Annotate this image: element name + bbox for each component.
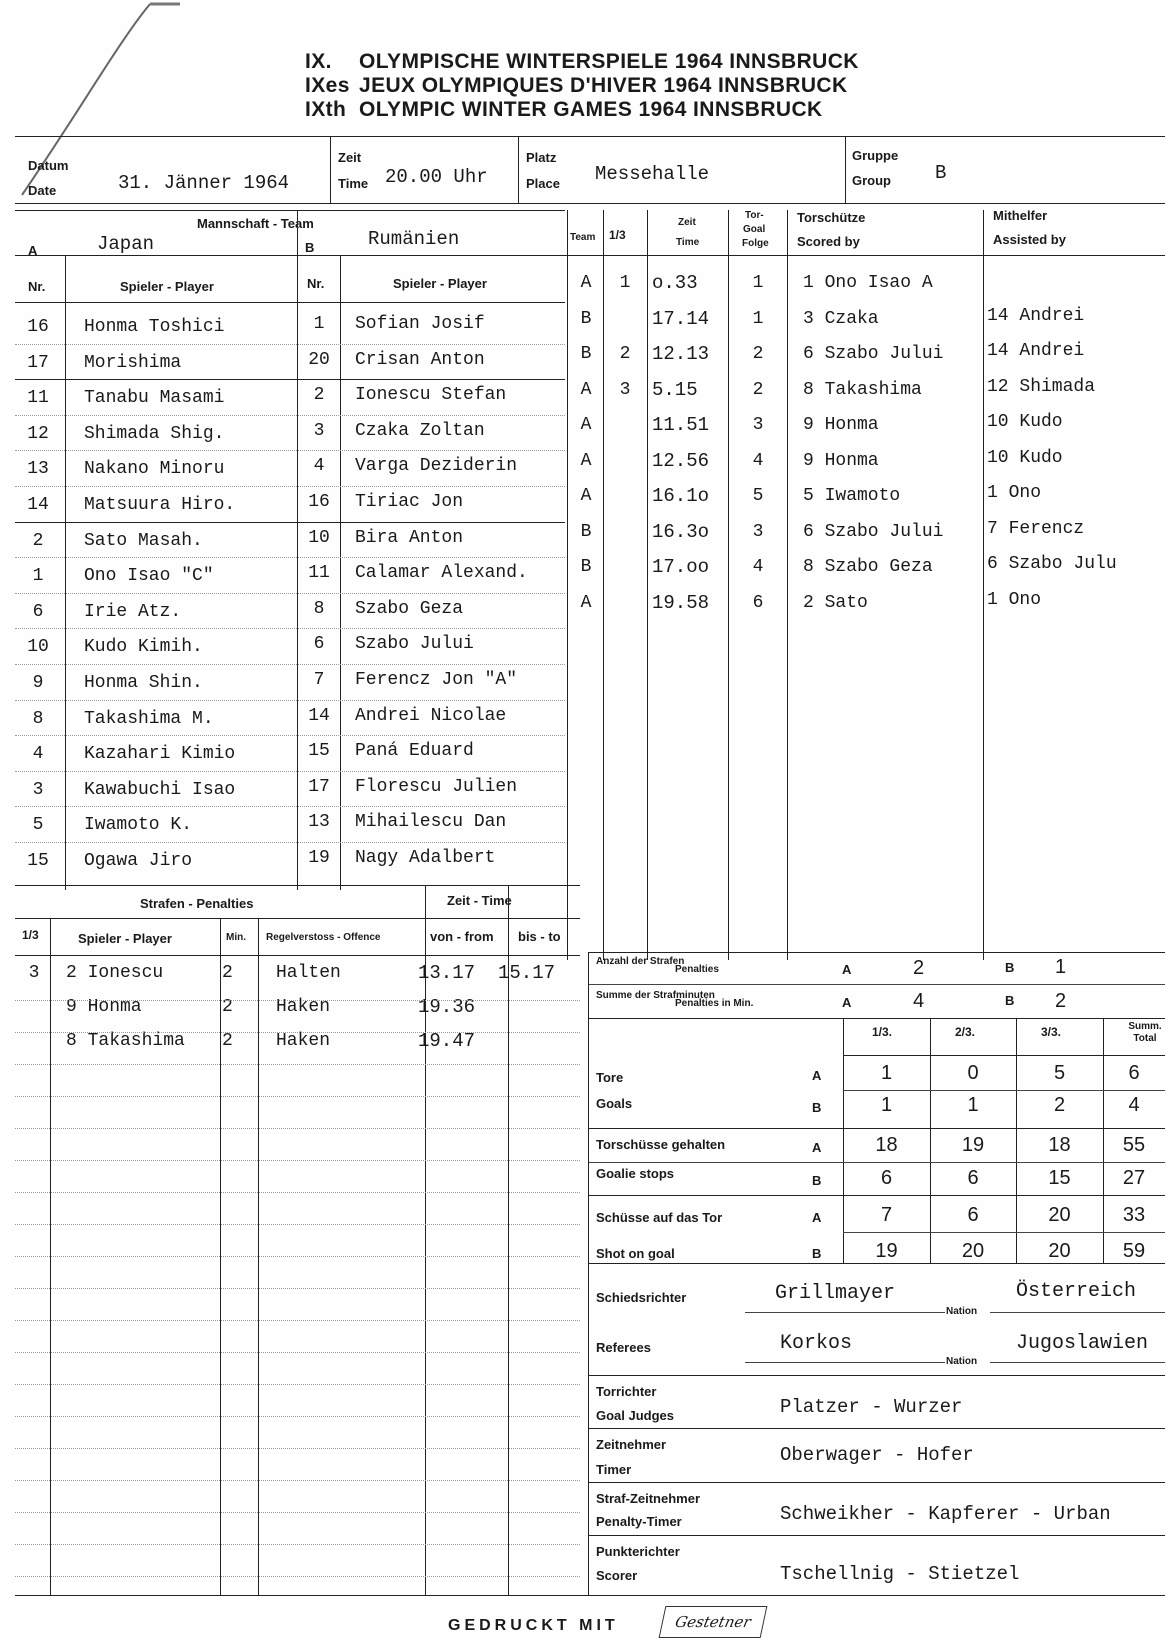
match-time: 20.00 Uhr	[385, 166, 488, 188]
torschuetze-label: Torschütze	[797, 210, 866, 225]
roster-b-number: 4	[313, 456, 325, 477]
goal-assist: 1 Ono	[987, 589, 1042, 610]
stats-divider	[843, 1090, 1165, 1091]
pen-player-label: Spieler - Player	[78, 931, 172, 946]
roster-a-name: Kawabuchi Isao	[84, 779, 236, 800]
goal-period: 2	[619, 344, 631, 364]
title-line-1: OLYMPISCHE WINTERSPIELE 1964 INNSBRUCK	[359, 50, 859, 73]
goal-time: 12.56	[652, 449, 710, 472]
roster-a-name: Takashima M.	[84, 708, 214, 729]
roster-b-name: Sofian Josif	[355, 314, 485, 334]
goal-assist: 1 Ono	[987, 483, 1042, 503]
penalty-player: 8 Takashima	[66, 1031, 185, 1051]
referee-1-nation: Österreich	[1016, 1280, 1137, 1303]
roster-a-number: 17	[27, 352, 49, 373]
goal-scorer: 2 Sato	[803, 592, 868, 613]
tor-col-label: Tor-	[745, 210, 764, 221]
goal-team: A	[580, 273, 592, 293]
spieler-b-label: Spieler - Player	[393, 276, 487, 291]
roster-a-number: 8	[32, 708, 44, 729]
roster-b-name: Ferencz Jon "A"	[355, 670, 518, 690]
penalty-divider	[15, 1288, 580, 1289]
goal-assist: 7 Ferencz	[987, 518, 1085, 539]
zeit-col-label: Zeit	[678, 217, 696, 228]
roster-a-name: Matsuura Hiro.	[84, 495, 236, 515]
pen-min-a: 4	[913, 990, 925, 1012]
penalty-divider	[15, 1448, 580, 1449]
penalty-divider	[15, 1160, 580, 1161]
roster-divider	[15, 806, 565, 807]
penalty-divider	[15, 1512, 580, 1513]
goal-scorer: 1 Ono Isao A	[803, 273, 933, 293]
penalty-minutes: 2	[222, 1031, 233, 1051]
datum-label: Datum	[28, 158, 69, 173]
nr-a-label: Nr.	[28, 279, 46, 294]
roster-a-number: 14	[27, 495, 49, 515]
goal-team: A	[580, 415, 592, 435]
roster-divider	[15, 771, 565, 772]
roster-divider	[15, 344, 565, 345]
torrichter-label: Torrichter	[596, 1384, 657, 1399]
period-3-label: 3/3.	[1041, 1025, 1062, 1039]
spieler-a-label: Spieler - Player	[120, 279, 214, 294]
stats-team-label: A	[812, 1140, 822, 1155]
goal-sequence: 2	[752, 344, 764, 364]
referee-1: Grillmayer	[775, 1282, 896, 1305]
roster-a-number: 11	[27, 388, 49, 409]
stats-value: 18	[1048, 1134, 1071, 1156]
goal-team: B	[580, 308, 592, 329]
roster-b-number: 2	[313, 385, 325, 406]
timer-value: Oberwager - Hofer	[780, 1444, 974, 1466]
roster-a-number: 3	[32, 779, 44, 800]
stats-divider	[843, 1232, 1165, 1233]
roster-b-number: 3	[313, 420, 325, 441]
scorer-value: Tschellnig - Stietzel	[780, 1563, 1020, 1585]
roster-b-number: 20	[308, 349, 330, 370]
penalty-from: 19.47	[418, 1030, 476, 1052]
timer-label: Timer	[596, 1462, 632, 1477]
roster-a-name: Iwamoto K.	[84, 815, 193, 836]
title-line-2: JEUX OLYMPIQUES D'HIVER 1964 INNSBRUCK	[359, 74, 848, 97]
penalty-divider	[15, 1128, 580, 1129]
roster-a-number: 10	[27, 637, 49, 658]
gruppe-label: Gruppe	[852, 148, 899, 163]
penalty-divider	[15, 1096, 580, 1097]
penalty-divider	[15, 1032, 580, 1033]
pen-min-a-label: A	[842, 995, 852, 1010]
roster-a-number: 15	[27, 851, 49, 871]
summe-label: Summe der Strafminuten	[596, 990, 715, 1001]
roster-a-name: Sato Masah.	[84, 530, 203, 551]
roster-b-number: 11	[308, 563, 330, 584]
roster-divider	[15, 450, 565, 451]
roster-b-name: Andrei Nicolae	[355, 705, 507, 726]
stats-value: 59	[1122, 1240, 1146, 1262]
paper-fold	[0, 0, 180, 200]
offence-label: Regelverstoss - Offence	[266, 932, 381, 943]
goal-time: 16.1o	[652, 485, 710, 507]
roster-a-number: 5	[32, 815, 44, 836]
goal-period: 3	[619, 379, 631, 400]
penalty-divider	[15, 1416, 580, 1417]
roster-a-number: 2	[32, 530, 44, 551]
roster-b-number: 16	[308, 492, 330, 512]
stats-team-label: B	[812, 1100, 822, 1115]
stats-value: 4	[1128, 1094, 1140, 1116]
title-pre-3: IXth	[305, 98, 347, 121]
time-col-label: Time	[676, 237, 700, 248]
third-col-label: 1/3	[609, 228, 626, 242]
penalty-player: 9 Honma	[66, 997, 142, 1017]
penalty-minutes: 2	[222, 963, 233, 983]
roster-b-number: 1	[313, 314, 325, 334]
goal-time: 17.14	[652, 307, 710, 330]
goal-team: A	[580, 379, 592, 400]
stats-value: 5	[1053, 1062, 1066, 1084]
assisted-by-label: Assisted by	[993, 232, 1066, 247]
penalties-label: Penalties	[675, 964, 719, 975]
roster-a-number: 16	[27, 317, 49, 337]
goal-time: 11.51	[652, 414, 710, 436]
goal-assist: 12 Shimada	[987, 376, 1096, 397]
pen-min-b: 2	[1055, 990, 1067, 1012]
roster-b-name: Bira Anton	[355, 527, 464, 548]
group-label: Group	[852, 173, 891, 188]
roster-a-name: Honma Toshici	[84, 317, 225, 337]
stats-value: 33	[1122, 1204, 1146, 1226]
team-b-label: B	[305, 240, 315, 255]
match-group: B	[935, 162, 947, 184]
roster-b-name: Crisan Anton	[355, 349, 485, 370]
scored-by-label: Scored by	[797, 234, 860, 249]
roster-divider	[15, 735, 565, 736]
penalty-minutes: 2	[222, 997, 233, 1017]
platz-label: Platz	[526, 150, 557, 165]
penalty-timer-value: Schweikher - Kapferer - Urban	[780, 1503, 1111, 1525]
goal-scorer: 6 Szabo Jului	[803, 344, 944, 364]
stats-value: 20	[1048, 1204, 1071, 1226]
shot-on-goal-label: Shot on goal	[596, 1246, 675, 1261]
stats-value: 6	[967, 1204, 979, 1226]
gestetner-logo: Gestetner	[659, 1606, 768, 1638]
roster-a-number: 6	[32, 601, 44, 622]
roster-b-name: Paná Eduard	[355, 741, 474, 762]
anzahl-label: Anzahl der Strafen	[596, 956, 685, 967]
goal-scorer: 6 Szabo Jului	[803, 521, 944, 542]
roster-b-name: Nagy Adalbert	[355, 848, 496, 868]
goal-judges-label: Goal Judges	[596, 1408, 675, 1423]
goals-label: Goals	[596, 1096, 633, 1111]
roster-a-number: 13	[27, 459, 49, 480]
roster-divider	[15, 557, 565, 558]
roster-divider	[15, 842, 565, 843]
goal-assist: 14 Andrei	[987, 341, 1085, 361]
roster-divider	[15, 664, 565, 665]
pen-min-b-label: B	[1005, 993, 1015, 1008]
roster-b-number: 10	[308, 527, 330, 548]
goal-judges-value: Platzer - Wurzer	[780, 1396, 963, 1418]
penalty-divider	[15, 1480, 580, 1481]
scorer-label: Scorer	[596, 1568, 638, 1583]
stats-value: 2	[1053, 1094, 1066, 1116]
pen-min-label: Min.	[226, 932, 246, 943]
match-date: 31. Jänner 1964	[118, 172, 290, 194]
stats-value: 15	[1048, 1167, 1071, 1189]
roster-a-name: Ono Isao "C"	[84, 566, 214, 587]
roster-a-number: 1	[32, 566, 44, 587]
goal-sequence: 4	[752, 557, 764, 577]
penalty-from: 13.17	[418, 962, 476, 984]
zeit-time-label: Zeit - Time	[447, 893, 512, 908]
goal-assist: 14 Andrei	[987, 305, 1085, 326]
stats-value: 1	[880, 1062, 893, 1084]
roster-b-number: 6	[313, 634, 325, 655]
penalty-from: 19.36	[418, 996, 476, 1018]
goal-team: A	[580, 450, 592, 471]
roster-a-number: 12	[27, 423, 49, 444]
roster-b-number: 14	[308, 705, 330, 726]
roster-b-name: Tiriac Jon	[355, 492, 464, 512]
goal-scorer: 9 Honma	[803, 415, 879, 435]
penalty-player: 2 Ionescu	[66, 963, 164, 983]
penalty-divider	[15, 1320, 580, 1321]
roster-line-separator	[15, 522, 565, 523]
penalty-divider	[15, 1224, 580, 1225]
stats-team-label: A	[812, 1210, 822, 1225]
goal-sequence: 5	[752, 486, 764, 506]
roster-divider	[15, 700, 565, 701]
roster-a-name: Nakano Minoru	[84, 459, 225, 480]
stats-value: 1	[880, 1094, 893, 1116]
stats-team-label: B	[812, 1246, 822, 1261]
goal-team: B	[580, 521, 592, 542]
goal-team: B	[580, 557, 592, 577]
goal-period: 1	[619, 273, 631, 293]
footer-text: GEDRUCKT MIT	[448, 1617, 619, 1634]
title-pre-2: IXes	[305, 74, 350, 97]
penalty-divider	[15, 1000, 580, 1001]
nr-b-label: Nr.	[307, 276, 325, 291]
penalty-period: 3	[28, 963, 40, 983]
pen-count-a-label: A	[842, 962, 852, 977]
roster-a-number: 4	[32, 744, 44, 765]
zeitnehmer-label: Zeitnehmer	[596, 1437, 667, 1452]
match-place: Messehalle	[595, 163, 710, 185]
tore-label: Tore	[596, 1070, 624, 1085]
pen-in-min-label: Penalties in Min.	[675, 998, 754, 1009]
roster-divider	[15, 415, 565, 416]
goal-scorer: 3 Czaka	[803, 308, 879, 329]
penalty-timer-label: Penalty-Timer	[596, 1514, 682, 1529]
goal-time: 19.58	[652, 591, 710, 614]
roster-b-number: 13	[308, 812, 330, 833]
stats-divider	[588, 1162, 1165, 1163]
stats-value: 0	[967, 1062, 979, 1084]
penalty-divider	[15, 1352, 580, 1353]
stats-value: 27	[1122, 1167, 1146, 1189]
schiedsrichter-label: Schiedsrichter	[596, 1290, 687, 1305]
from-label: von - from	[430, 929, 494, 944]
penalty-divider	[15, 1384, 580, 1385]
zeit-label: Zeit	[338, 150, 362, 165]
penalty-offence: Halten	[276, 963, 341, 983]
roster-b-name: Czaka Zoltan	[355, 420, 485, 441]
goal-sequence: 1	[752, 308, 764, 329]
stats-team-label: A	[812, 1068, 822, 1083]
stats-team-label: B	[812, 1173, 822, 1188]
team-a-label: A	[28, 243, 38, 258]
schuesse-label: Schüsse auf das Tor	[596, 1210, 723, 1225]
stats-value: 20	[961, 1240, 985, 1262]
mithelfer-label: Mithelfer	[993, 208, 1048, 223]
goalie-stops-label: Goalie stops	[596, 1166, 675, 1181]
team-b-name: Rumänien	[368, 228, 460, 250]
goal-time: 17.oo	[652, 556, 710, 578]
penalty-offence: Haken	[276, 1031, 331, 1051]
roster-b-name: Varga Deziderin	[355, 456, 518, 477]
goal-time: 12.13	[652, 343, 710, 365]
strafen-label: Strafen - Penalties	[140, 896, 254, 911]
team-a-name: Japan	[97, 233, 155, 255]
goal-scorer: 5 Iwamoto	[803, 486, 901, 506]
roster-b-number: 7	[313, 670, 325, 690]
total-label: Summ. Total	[1128, 1021, 1162, 1044]
roster-b-number: 19	[308, 848, 330, 868]
roster-b-number: 8	[313, 598, 325, 619]
torschuesse-label: Torschüsse gehalten	[596, 1137, 726, 1152]
stats-value: 6	[967, 1167, 979, 1189]
goal-sequence: 3	[752, 415, 764, 435]
stats-value: 19	[961, 1134, 985, 1156]
stats-value: 1	[967, 1094, 979, 1116]
stats-value: 19	[875, 1240, 898, 1262]
goal-time: o.33	[652, 272, 698, 294]
roster-b-name: Szabo Jului	[355, 634, 474, 655]
stats-value: 7	[880, 1204, 893, 1226]
penalty-divider	[15, 1544, 580, 1545]
referee-2: Korkos	[780, 1332, 853, 1355]
roster-a-name: Shimada Shig.	[84, 423, 225, 444]
nation-label-2: Nation	[946, 1356, 978, 1367]
stats-value: 20	[1048, 1240, 1071, 1262]
stats-value: 18	[875, 1134, 898, 1156]
penalty-divider	[15, 1576, 580, 1577]
referees-label: Referees	[596, 1340, 651, 1355]
title-pre-1: IX.	[305, 50, 332, 73]
place-label: Place	[526, 176, 560, 191]
pen-count-b: 1	[1055, 956, 1067, 978]
roster-a-number: 9	[32, 673, 44, 693]
roster-a-name: Tanabu Masami	[84, 388, 225, 409]
to-label: bis - to	[518, 929, 561, 944]
pen-count-b-label: B	[1005, 960, 1015, 975]
goal-team: B	[580, 344, 592, 364]
penalty-divider	[15, 1256, 580, 1257]
stats-value: 55	[1122, 1134, 1146, 1156]
roster-a-name: Honma Shin.	[84, 673, 203, 693]
goal-scorer: 8 Takashima	[803, 379, 922, 400]
time-label: Time	[338, 176, 369, 191]
roster-line-separator	[15, 379, 565, 380]
roster-a-name: Ogawa Jiro	[84, 851, 193, 871]
goal-sequence: 6	[752, 592, 764, 613]
penalty-offence: Haken	[276, 997, 331, 1017]
stats-value: 6	[1128, 1062, 1140, 1084]
penalty-to: 15.17	[498, 962, 556, 984]
punkterichter-label: Punkterichter	[596, 1544, 680, 1559]
pen-count-a: 2	[913, 957, 925, 979]
penalty-divider	[15, 1064, 580, 1065]
roster-b-name: Calamar Alexand.	[355, 563, 528, 584]
stats-value: 6	[880, 1167, 893, 1189]
roster-divider	[15, 593, 565, 594]
roster-a-name: Morishima	[84, 352, 182, 373]
date-label: Date	[28, 183, 57, 198]
goal-scorer: 8 Szabo Geza	[803, 557, 933, 577]
roster-b-number: 17	[308, 776, 330, 797]
mannschaft-label: Mannschaft - Team	[197, 216, 314, 231]
goal-sequence: 4	[752, 450, 764, 471]
goal-team: A	[580, 592, 592, 613]
roster-a-name: Irie Atz.	[84, 601, 182, 622]
penalty-divider	[15, 1192, 580, 1193]
goal-col-label: Goal	[743, 224, 766, 235]
goal-scorer: 9 Honma	[803, 450, 879, 471]
goal-sequence: 2	[752, 379, 764, 400]
roster-b-name: Ionescu Stefan	[355, 385, 507, 406]
roster-b-name: Mihailescu Dan	[355, 812, 507, 833]
roster-divider	[15, 486, 565, 487]
roster-b-name: Florescu Julien	[355, 776, 518, 797]
goal-time: 16.3o	[652, 520, 710, 543]
goal-sequence: 1	[752, 273, 764, 293]
roster-a-name: Kazahari Kimio	[84, 744, 236, 765]
strafzeit-label: Straf-Zeitnehmer	[596, 1491, 701, 1506]
goal-sequence: 3	[752, 521, 764, 542]
referee-2-nation: Jugoslawien	[1016, 1332, 1149, 1355]
goal-assist: 10 Kudo	[987, 447, 1063, 468]
goal-time: 5.15	[652, 378, 698, 401]
goal-team: A	[580, 486, 592, 506]
folge-col-label: Folge	[742, 238, 769, 249]
title-line-3: OLYMPIC WINTER GAMES 1964 INNSBRUCK	[359, 98, 823, 121]
goal-assist: 6 Szabo Julu	[987, 554, 1117, 574]
pen-third-label: 1/3	[22, 928, 39, 942]
team-col-label: Team	[570, 232, 596, 243]
roster-divider	[15, 628, 565, 629]
period-1-label: 1/3.	[872, 1025, 893, 1039]
nation-label-1: Nation	[946, 1306, 978, 1317]
roster-b-number: 15	[308, 741, 330, 762]
roster-b-name: Szabo Geza	[355, 598, 464, 619]
roster-a-name: Kudo Kimih.	[84, 637, 203, 658]
goal-assist: 10 Kudo	[987, 412, 1063, 432]
period-2-label: 2/3.	[955, 1025, 976, 1039]
